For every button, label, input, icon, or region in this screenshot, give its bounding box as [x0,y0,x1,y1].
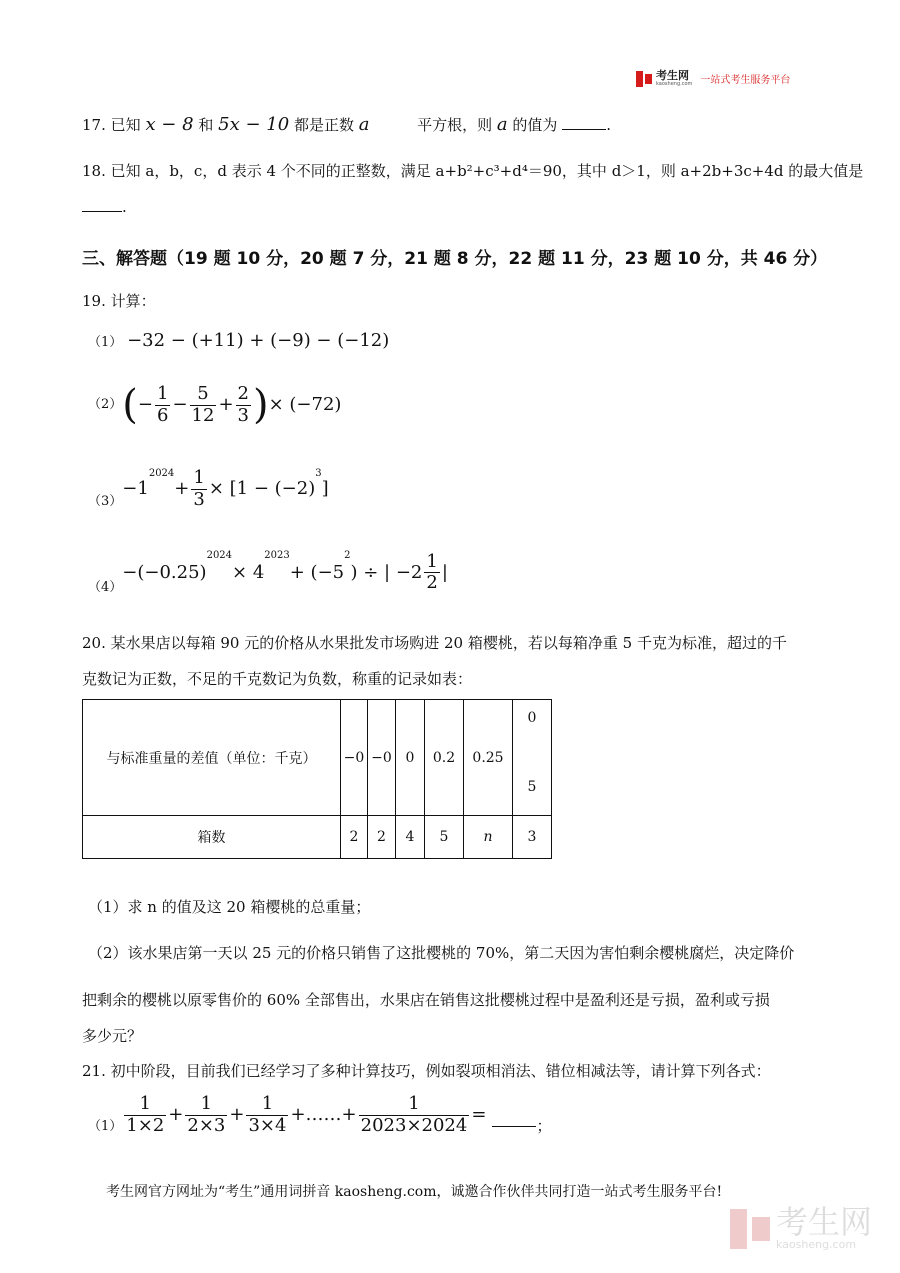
q20-sub2-line3: 多少元？ [82,1027,143,1045]
q19-p1-expr: −32 − (+11) + (−9) − (−12) [127,330,390,351]
watermark [730,1203,872,1251]
table-row [83,816,552,859]
operator: + [218,394,234,416]
q17-text: 平方根，则 [417,116,493,134]
question-18: 18. 已知 a，b，c，d 表示 4 个不同的正整数，满足 a+b²+c³+d⁴＝90，其中 d＞1，则 a+2b+3c+4d 的最大值是 [82,162,864,180]
part-label: （4） [88,580,123,595]
q17-text: 和 [198,116,214,134]
q20-sub2-line2: 把剩余的樱桃以原零售价的 60% 全部售出，水果店在销售这批樱桃过程中是盈利还是亏损，盈利或亏损 [82,991,770,1009]
fraction: $\frac{1}{2023\times 2024}$ [360,1093,468,1136]
fraction: $\frac{1}{2\times 3}$ [187,1093,226,1136]
fraction: $\frac{1}{3}$ [193,467,205,510]
table-header-cell: 与标准重量的差值（单位：千克） [83,700,341,816]
question-21: 21. 初中阶段，目前我们已经学习了多种计算技巧，例如裂项相消法、错位相减法等，请计算下列各式： [82,1062,771,1080]
watermark-text: 考生网 [775,1203,872,1241]
exponent: 2023 [264,550,290,561]
q20-sub1: （1）求 n 的值及这 20 箱樱桃的总重量； [88,898,371,916]
table-cell: n [464,816,513,859]
footer-text: 考生网官方网址为“考生”通用词拼音 kaosheng.com，诚邀合作伙伴共同打造一站式考生服务平台! [106,1184,723,1200]
weight-table [82,699,552,859]
table-cell: 5 [425,816,464,859]
q17-end: . [606,116,611,134]
q19-part1 [88,330,389,352]
q19-p3-base: −1 [122,478,149,500]
q17-expr2: 5x − 10 [218,114,290,135]
cell-top: 0 [527,710,537,726]
logo-slogan: 一站式考生服务平台 [700,75,791,86]
kaosheng-watermark-icon [730,1209,770,1249]
operator: +……+ [290,1104,357,1126]
q17-var: a [496,114,508,135]
operator: + [229,1104,245,1126]
q19-p4-a: −(−0.25) [122,562,207,583]
q19-part3 [88,468,329,510]
fraction: $\frac{1}{1\times 2}$ [126,1093,165,1136]
watermark-url: kaosheng.com [775,1238,857,1251]
operator: − [137,394,153,416]
table-cell: 0.2 [425,700,464,816]
operator: − [172,394,188,416]
table-cell: 2 [368,816,396,859]
operator: + [168,1104,184,1126]
question-18-answer [82,198,127,216]
q21-part1 [88,1094,551,1136]
section-title: 三、解答题（19 题 10 分，20 题 7 分，21 题 8 分，22 题 11 分，23 题 10 分，共 46 分） [82,249,828,269]
fraction: $\frac{1}{3\times 4}$ [248,1093,287,1136]
table-row [83,700,552,816]
kaosheng-logo-icon [636,71,652,87]
q17-text: 已知 [110,116,141,134]
part-label: （3） [88,494,123,510]
q19-p3-mid: × [1 − (−2) [208,478,316,500]
part-label: （1） [88,335,123,350]
fraction: $\frac{2}{3}$ [237,383,249,426]
table-cell: 4 [396,816,425,859]
operator: = [471,1104,487,1126]
question-20-line2: 克数记为正数，不足的千克数记为负数，称重的记录如表： [82,670,473,688]
exponent: 3 [315,468,322,479]
question-17 [82,114,611,136]
q19-p4-b: × 4 [232,562,265,583]
q19-part2: （2） ( − $\frac{1}{6}$ − $\frac{5}{12}$ + $\frac{2}{3}$ ) × (−72) [88,382,342,429]
cell-bottom: 5 [527,779,537,795]
answer-blank [82,211,122,212]
part-label: （1） [88,1119,123,1135]
part-label: （2） [88,397,123,413]
q17-text: 的值为 [512,116,558,134]
abs-bar: | [441,562,448,583]
table-cell [513,700,552,816]
answer-blank [492,1126,536,1127]
q19-p4-d: ) ÷ | −2 [350,562,423,583]
logo-url: kaosheng.com [656,81,693,87]
fraction: $\frac{1}{6}$ [156,383,169,426]
table-cell: 0 [396,700,425,816]
q17-var: a [358,114,370,135]
fraction: $\frac{5}{12}$ [191,383,215,426]
exponent: 2 [344,550,351,561]
table-header-cell: 箱数 [83,816,341,859]
operator: + [174,478,190,500]
question-19-title: 19. 计算： [82,292,156,310]
q19-p2-tail: × (−72) [268,394,342,416]
q19-part4 [88,550,448,596]
answer-blank [562,129,606,130]
q17-number: 17. [82,116,106,134]
q17-expr1: x − 8 [145,114,194,135]
table-cell: 2 [341,816,368,859]
table-cell: −0 [368,700,396,816]
question-20-line1: 20. 某水果店以每箱 90 元的价格从水果批发市场购进 20 箱樱桃，若以每箱净重 5 千克为标准，超过的千 [82,634,787,652]
table-cell: 0.25 [464,700,513,816]
q19-p4-c: + (−5 [289,562,345,583]
q21-end: ； [536,1117,552,1136]
q20-sub2-line1: （2）该水果店第一天以 25 元的价格只销售了这批樱桃的 70%，第二天因为害怕剩余樱桃腐烂，决定降价 [88,944,795,962]
exponent: 2024 [206,550,233,561]
bracket: ] [321,478,329,500]
header-logo [636,70,790,87]
logo-name: 考生网 [656,69,689,82]
exponent: 2024 [148,468,175,479]
table-cell: −0 [341,700,368,816]
table-cell: 3 [513,816,552,859]
fraction: $\frac{1}{2}$ [426,550,438,594]
q18-end: . [122,198,127,216]
q17-text: 都是正数 [293,116,354,134]
